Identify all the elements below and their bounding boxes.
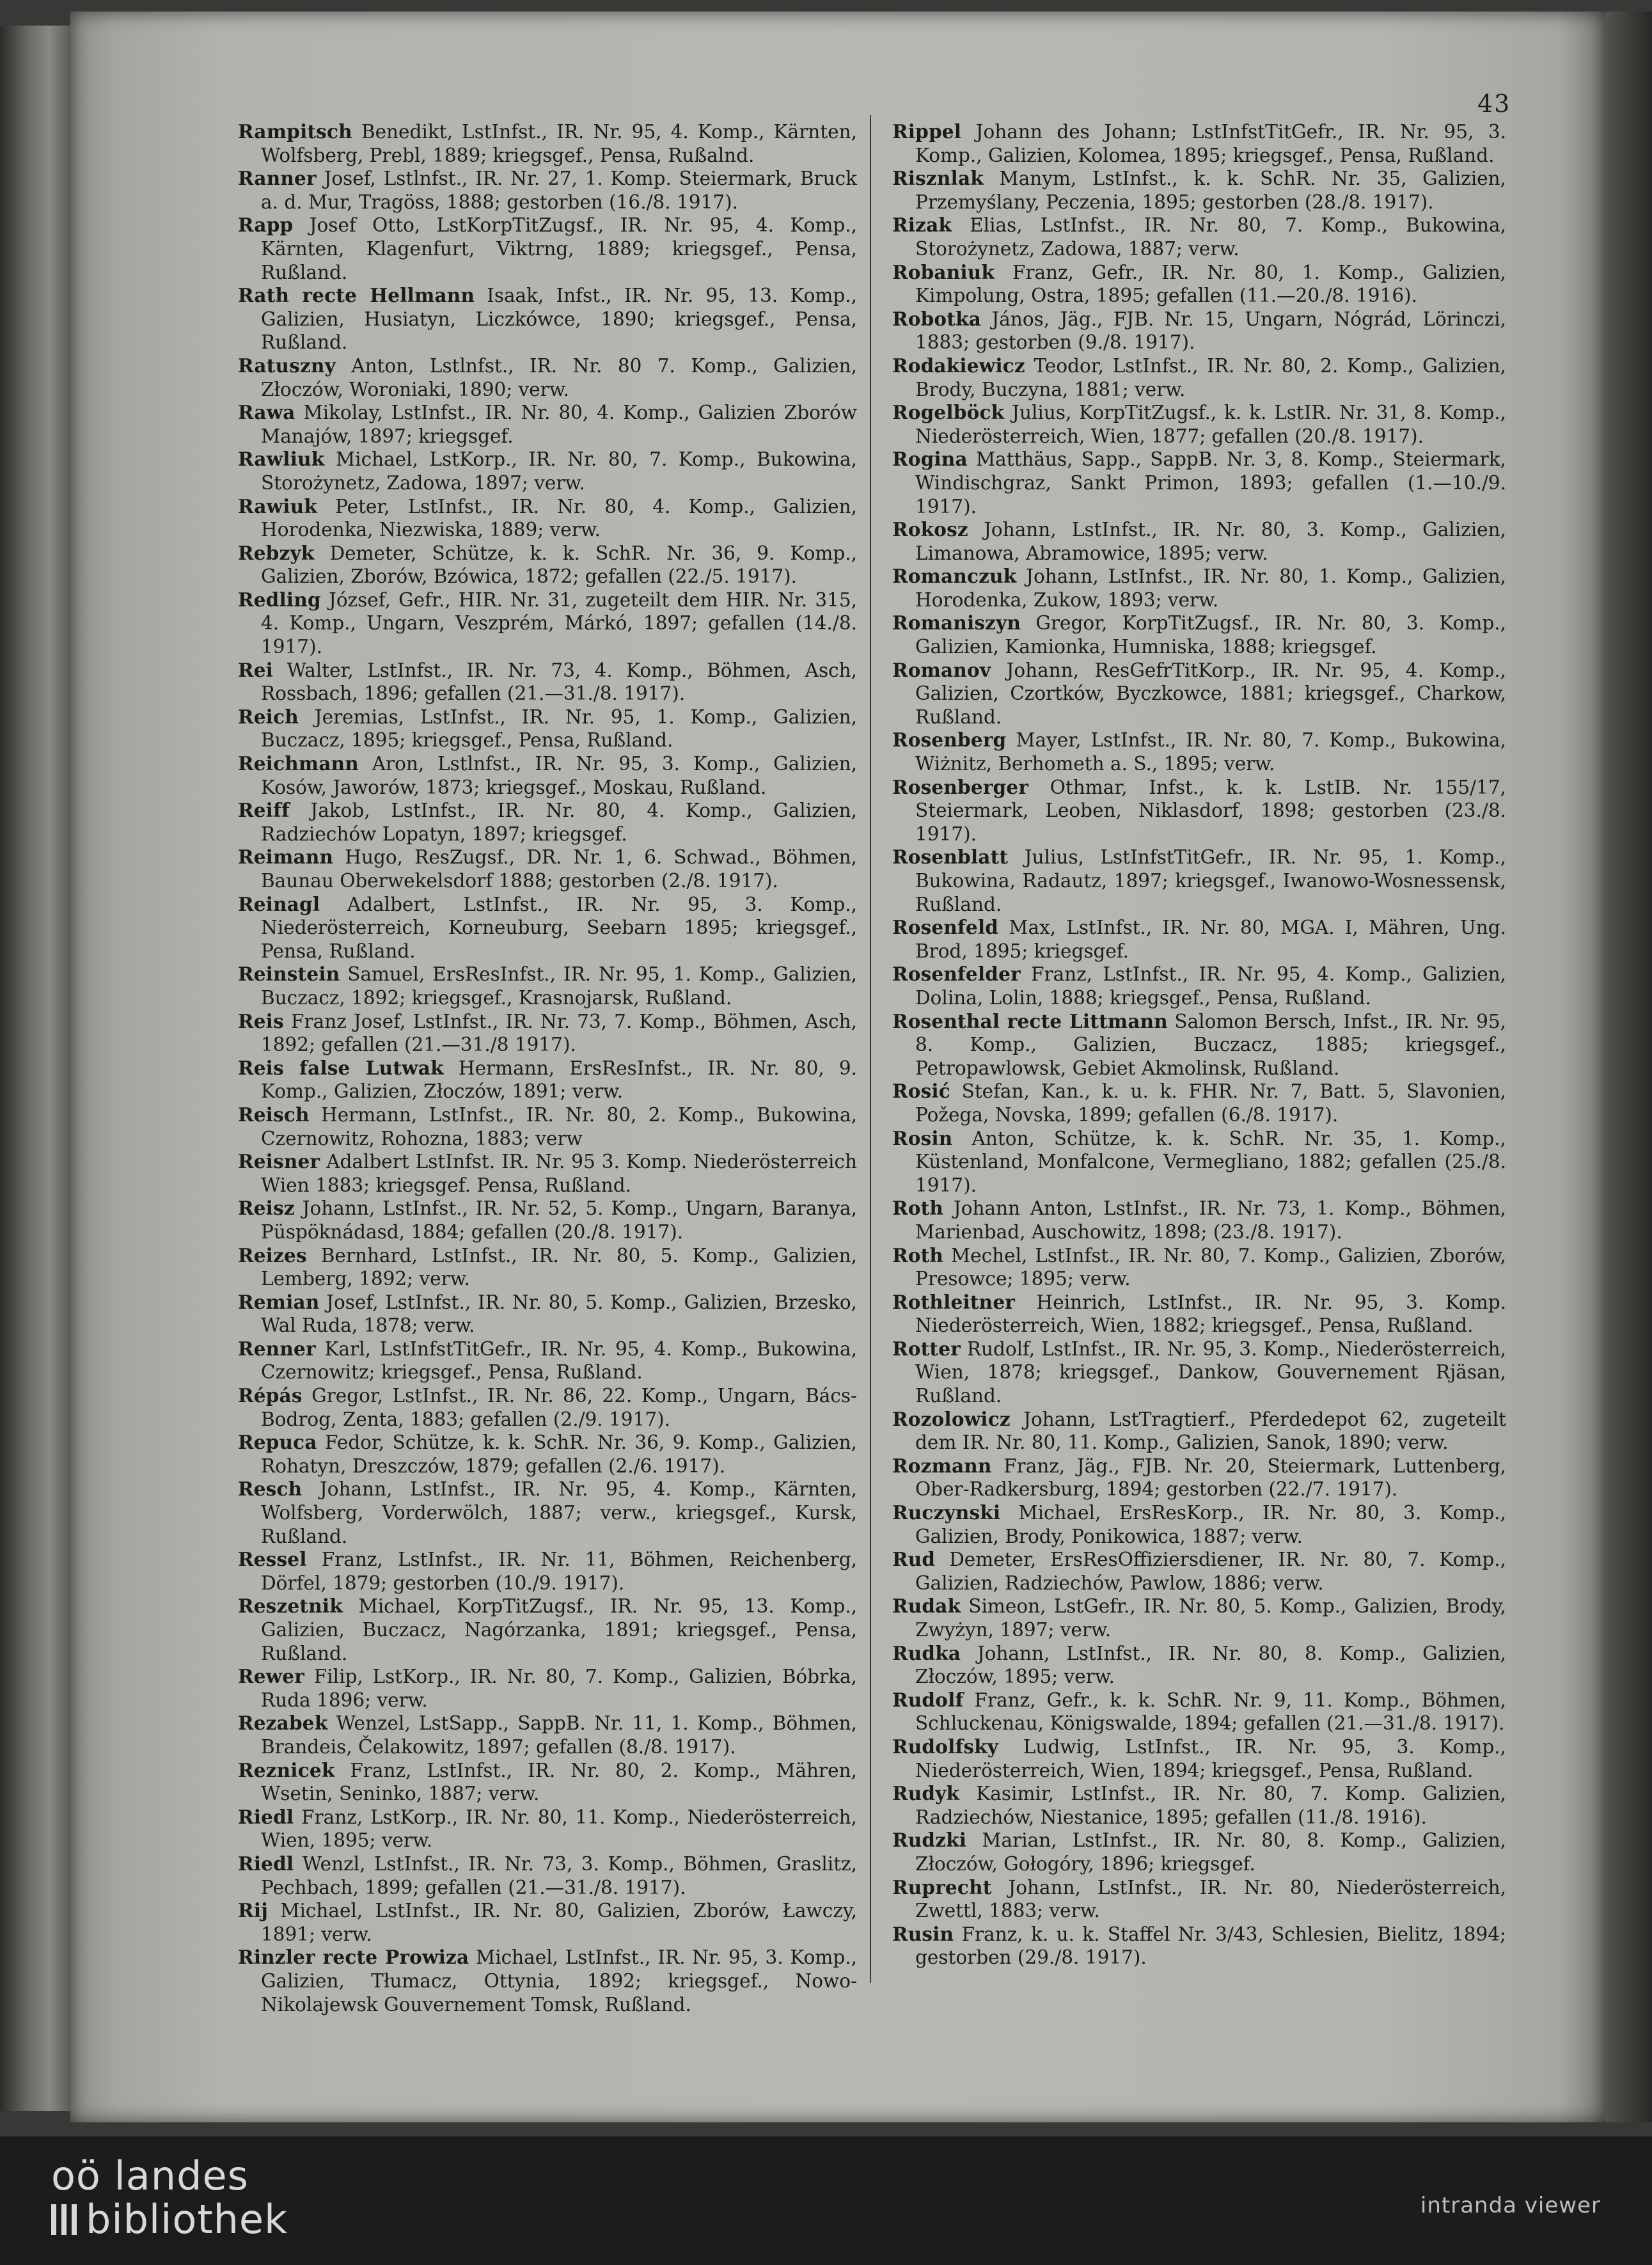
entry-surname: Robotka <box>892 307 982 330</box>
entry-surname: Reisz <box>238 1197 295 1220</box>
entry-details: Karl, LstInfstTitGefr., IR. Nr. 95, 4. Komp., Bukowina, Czernowitz; kriegsgef., Pensa, Rußland. <box>261 1338 857 1384</box>
entry-details: Johann, LstTragtierf., Pferdedepot 62, zugeteilt dem IR. Nr. 80, 11. Komp., Galizien, Sanok, 1890; verw. <box>915 1408 1506 1454</box>
entry-surname: Rawa <box>238 401 295 424</box>
register-entry <box>238 1338 857 1384</box>
entry-details: Mikolay, LstInfst., IR. Nr. 80, 4. Komp., Galizien Zborów Manajów, 1897; kriegsgef. <box>261 402 857 447</box>
register-entry <box>892 120 1506 167</box>
entry-details: Anton, Lstlnfst., IR. Nr. 80 7. Komp., Galizien, Złoczów, Woroniaki, 1890; verw. <box>261 354 857 400</box>
entry-details: Johann, LstInfst., IR. Nr. 80, 8. Komp., Galizien, Złoczów, 1895; verw. <box>915 1642 1506 1688</box>
register-entry <box>892 401 1506 448</box>
entry-surname: Rapp <box>238 214 294 237</box>
entry-details: Franz, k. u. k. Staffel Nr. 3/43, Schlesien, Bielitz, 1894; gestorben (29./8. 1917). <box>915 1923 1506 1969</box>
register-entry <box>238 1759 857 1806</box>
entry-details: Mayer, LstInfst., IR. Nr. 80, 7. Komp., Bukowina, Wiżnitz, Berhometh a. S., 1895; verw. <box>915 729 1506 775</box>
entry-details: Mechel, LstInfst., IR. Nr. 80, 7. Komp., Galizien, Zborów, Presowce; 1895; verw. <box>915 1244 1506 1290</box>
entry-details: Max, LstInfst., IR. Nr. 80, MGA. I, Mähren, Ung. Brod, 1895; kriegsgef. <box>915 917 1506 962</box>
entry-details: Johann, LstInfst., IR. Nr. 80, 1. Komp., Galizien, Horodenka, Zukow, 1893; verw. <box>915 565 1506 611</box>
entry-details: Anton, Schütze, k. k. SchR. Nr. 35, 1. Komp., Küstenland, Monfalcone, Vermegliano, 1882; gefallen (25./8. 1917). <box>915 1127 1506 1196</box>
entry-details: Kasimir, LstInfst., IR. Nr. 80, 7. Komp. Galizien, Radziechów, Niestanice, 1895; gefallen (11./8. 1916). <box>915 1783 1506 1828</box>
entry-surname: Remian <box>238 1290 320 1313</box>
entry-details: Rudolf, LstInfst., IR. Nr. 95, 3. Komp., Niederösterreich, Wien, 1878; kriegsgef., Dankow, Gouvernement Rjäsan, Rußland. <box>915 1338 1506 1407</box>
entry-surname: Roth <box>892 1197 944 1220</box>
entry-surname: Reinstein <box>238 963 340 986</box>
entry-surname: Reis false Lutwak <box>238 1056 444 1079</box>
register-entry <box>892 565 1506 612</box>
entry-surname: Reszetnik <box>238 1595 343 1618</box>
entry-details: Johann, LstInfst., IR. Nr. 80, Niederösterreich, Zwettl, 1883; verw. <box>915 1876 1506 1922</box>
register-entry <box>238 1010 857 1057</box>
entry-surname: Rampitsch <box>238 120 352 143</box>
entry-details: Josef, LstInfst., IR. Nr. 80, 5. Komp., Galizien, Brzesko, Wal Ruda, 1878; verw. <box>261 1291 857 1337</box>
register-entry <box>238 1712 857 1758</box>
register-entry <box>238 448 857 494</box>
entry-details: Johann, LstInfst., IR. Nr. 95, 4. Komp., Kärnten, Wolfsberg, Vorderwölch, 1887; verw., kriegsgef., Kursk, Rußland. <box>261 1478 857 1547</box>
right-column <box>892 120 1506 1969</box>
page-number: 43 <box>1477 90 1511 118</box>
entry-details: Marian, LstInfst., IR. Nr. 80, 8. Komp., Galizien, Złoczów, Gołogóry, 1896; kriegsgef. <box>915 1829 1506 1875</box>
entry-surname: Rosić <box>892 1080 950 1103</box>
entry-details: Johann des Johann; LstInfstTitGefr., IR. Nr. 95, 3. Komp., Galizien, Kolomea, 1895; kriegsgef., Pensa, Rußland. <box>915 121 1506 166</box>
entry-details: Othmar, Infst., k. k. LstIB. Nr. 155/17, Steiermark, Leoben, Niklasdorf, 1898; gestorben (23./8. 1917). <box>915 776 1506 845</box>
register-entry <box>892 1923 1506 1969</box>
entry-details: Adalbert LstInfst. IR. Nr. 95 3. Komp. Niederösterreich Wien 1883; kriegsgef. Pensa, Rußland. <box>261 1151 857 1196</box>
entry-details: Franz, Jäg., FJB. Nr. 20, Steiermark, Luttenberg, Ober-Radkersburg, 1894; gestorben (22./7. 1917). <box>915 1455 1506 1501</box>
entry-details: Franz, LstInfst., IR. Nr. 80, 2. Komp., Mähren, Wsetin, Seninko, 1887; verw. <box>261 1759 857 1805</box>
register-entry <box>892 1548 1506 1595</box>
entry-details: Filip, LstKorp., IR. Nr. 80, 7. Komp., Galizien, Bóbrka, Ruda 1896; verw. <box>261 1666 857 1711</box>
entry-details: Johann, LstInfst., IR. Nr. 80, 3. Komp., Galizien, Limanowa, Abramowice, 1895; verw. <box>915 519 1506 564</box>
entry-details: Adalbert, LstInfst., IR. Nr. 95, 3. Komp., Niederösterreich, Korneuburg, Seebarn 1895; kriegsgef., Pensa, Rußland. <box>261 893 857 962</box>
entry-surname: Rud <box>892 1548 936 1571</box>
entry-surname: Repuca <box>238 1431 317 1454</box>
entry-surname: Rei <box>238 658 274 681</box>
entry-surname: Risznlak <box>892 167 984 190</box>
entry-details: Michael, LstInfst., IR. Nr. 80, Galizien, Zborów, Ławczy, 1891; verw. <box>261 1900 857 1945</box>
entry-details: Benedikt, LstInfst., IR. Nr. 95, 4. Komp., Kärnten, Wolfsberg, Prebl, 1889; kriegsgef., Pensa, Rußalnd. <box>261 121 857 166</box>
entry-details: Julius, KorpTitZugsf., k. k. LstIR. Nr. 31, 8. Komp., Niederösterreich, Wien, 1877; gefallen (20./8. 1917). <box>915 402 1506 447</box>
entry-surname: Rosenberger <box>892 775 1029 798</box>
entry-details: Heinrich, LstInfst., IR. Nr. 95, 3. Komp. Niederösterreich, Wien, 1882; kriegsgef., Pensa, Rußland. <box>915 1291 1506 1337</box>
entry-surname: Reichmann <box>238 752 359 775</box>
register-entry <box>892 1455 1506 1501</box>
entry-surname: Rozolowicz <box>892 1407 1011 1430</box>
register-entry <box>238 799 857 846</box>
register-entry <box>892 729 1506 775</box>
logo-bars-icon <box>51 2204 77 2235</box>
entry-details: Jeremias, LstInfst., IR. Nr. 95, 1. Komp., Galizien, Buczacz, 1895; kriegsgef., Pensa, Rußland. <box>261 706 857 752</box>
logo-text-line2-wrap <box>51 2198 288 2241</box>
register-entry <box>238 542 857 588</box>
register-entry <box>892 776 1506 846</box>
entry-surname: Reich <box>238 705 299 728</box>
register-entry <box>238 401 857 448</box>
entry-details: József, Gefr., HIR. Nr. 31, zugeteilt dem HIR. Nr. 315, 4. Komp., Ungarn, Veszprém, Márkó, 1897; gefallen (14./8. 1917). <box>261 588 857 658</box>
entry-surname: Robaniuk <box>892 260 995 283</box>
register-entry <box>892 1782 1506 1829</box>
register-entry <box>238 214 857 284</box>
entry-surname: Romanov <box>892 658 991 681</box>
entry-surname: Ruczynski <box>892 1501 1001 1524</box>
entry-details: Josef, Lstlnfst., IR. Nr. 27, 1. Komp. Steiermark, Bruck a. d. Mur, Tragöss, 1888; gestorben (16./8. 1917). <box>261 168 857 213</box>
entry-surname: Rudak <box>892 1595 961 1618</box>
register-entry <box>238 1478 857 1548</box>
register-entry <box>892 354 1506 401</box>
left-column <box>238 120 857 2016</box>
entry-details: Gregor, KorpTitZugsf., IR. Nr. 80, 3. Komp., Galizien, Kamionka, Humniska, 1888; kriegsgef. <box>915 612 1506 658</box>
entry-details: Franz Josef, LstInfst., IR. Nr. 73, 7. Komp., Böhmen, Asch, 1892; gefallen (21.—31./8 1917). <box>261 1010 857 1056</box>
entry-surname: Rozmann <box>892 1454 992 1477</box>
register-entry <box>238 1431 857 1478</box>
register-entry <box>238 1665 857 1712</box>
column-divider <box>870 115 871 1983</box>
entry-details: Hermann, ErsResInfst., IR. Nr. 80, 9. Komp., Galizien, Złoczów, 1891; verw. <box>261 1057 857 1103</box>
entry-details: Jakob, LstInfst., IR. Nr. 80, 4. Komp., Galizien, Radziechów Lopatyn, 1897; kriegsgef. <box>261 800 857 845</box>
entry-surname: Rosenblatt <box>892 846 1009 869</box>
entry-surname: Rokosz <box>892 518 968 541</box>
register-entry <box>238 659 857 706</box>
entry-surname: Rodakiewicz <box>892 354 1025 377</box>
entry-surname: Rewer <box>238 1665 304 1688</box>
register-entry <box>892 1689 1506 1735</box>
entry-surname: Rij <box>238 1899 268 1922</box>
entry-surname: Rizak <box>892 214 952 237</box>
entry-surname: Rezabek <box>238 1712 328 1735</box>
register-entry <box>238 120 857 167</box>
register-entry <box>892 659 1506 729</box>
register-entry <box>238 1244 857 1291</box>
entry-surname: Ressel <box>238 1548 307 1571</box>
entry-details: Franz, LstInfst., IR. Nr. 95, 4. Komp., Galizien, Dolina, Lolin, 1888; kriegsgef., Pensa, Rußland. <box>915 963 1506 1009</box>
entry-details: Peter, LstInfst., IR. Nr. 80, 4. Komp., Galizien, Horodenka, Niezwiska, 1889; verw. <box>261 495 857 541</box>
viewer-brand[interactable]: intranda viewer <box>1420 2193 1601 2218</box>
register-entry <box>238 1150 857 1197</box>
register-entry <box>892 261 1506 308</box>
entry-details: Simeon, LstGefr., IR. Nr. 80, 5. Komp., Galizien, Brody, Zwyżyn, 1897; verw. <box>915 1595 1506 1641</box>
register-entry <box>892 167 1506 214</box>
entry-surname: Répás <box>238 1384 303 1407</box>
entry-surname: Rosin <box>892 1126 953 1149</box>
register-entry <box>238 963 857 1009</box>
entry-surname: Rudka <box>892 1641 961 1664</box>
register-entry <box>892 1291 1506 1338</box>
register-entry <box>892 963 1506 1009</box>
logo-text-line2: bibliothek <box>86 2196 288 2243</box>
register-entry <box>238 1946 857 2016</box>
register-entry <box>238 1384 857 1431</box>
entry-details: Salomon Bersch, Infst., IR. Nr. 95, 8. Komp., Galizien, Buczacz, 1885; kriegsgef., Petropawlowsk, Gebiet Akmolinsk, Rußland. <box>915 1010 1506 1079</box>
register-entry <box>238 1197 857 1243</box>
entry-surname: Renner <box>238 1337 316 1360</box>
register-entry <box>238 752 857 799</box>
entry-details: Johann, ResGefrTitKorp., IR. Nr. 95, 4. Komp., Galizien, Czortków, Byczkowce, 1881; kriegsgef., Charkow, Rußland. <box>915 659 1506 728</box>
entry-details: Michael, LstInfst., IR. Nr. 95, 3. Komp., Galizien, Tłumacz, Ottynia, 1892; kriegsgef., Nowo-Nikolajewsk Gouvernement Tomsk, Rußland. <box>261 1946 857 2016</box>
logo-text-line1: oö landes <box>51 2152 249 2199</box>
entry-surname: Rudolf <box>892 1688 964 1711</box>
entry-surname: Reisner <box>238 1150 320 1173</box>
entry-surname: Rath recte Hellmann <box>238 284 475 307</box>
register-entry <box>892 846 1506 916</box>
entry-details: Hermann, LstInfst., IR. Nr. 80, 2. Komp., Bukowina, Czernowitz, Rohozna, 1883; verw <box>261 1103 857 1149</box>
entry-details: Wenzl, LstInfst., IR. Nr. 73, 3. Komp., Böhmen, Graslitz, Pechbach, 1899; gefallen (21.—31./8. 1917). <box>261 1852 857 1898</box>
register-entry <box>892 1642 1506 1689</box>
register-entry <box>892 1338 1506 1408</box>
register-entry <box>892 448 1506 518</box>
entry-surname: Ratuszny <box>238 354 336 377</box>
entry-details: Johann, LstInfst., IR. Nr. 52, 5. Komp., Ungarn, Baranya, Püspöknádasd, 1884; gefallen (20./8. 1917). <box>261 1197 857 1243</box>
register-entry <box>238 1899 857 1946</box>
register-entry <box>892 214 1506 260</box>
register-entry <box>892 518 1506 565</box>
entry-details: Elias, LstInfst., IR. Nr. 80, 7. Komp., Bukowina, Storożynetz, Zadowa, 1887; verw. <box>915 214 1506 260</box>
register-entry <box>238 893 857 963</box>
entry-surname: Roth <box>892 1243 944 1267</box>
register-entry <box>238 495 857 542</box>
entry-surname: Romaniszyn <box>892 612 1021 635</box>
entry-details: Franz, Gefr., IR. Nr. 80, 1. Komp., Galizien, Kimpolung, Ostra, 1895; gefallen (11.—20./8. 1916). <box>915 261 1506 307</box>
register-entry <box>238 1291 857 1338</box>
entry-surname: Reis <box>238 1009 284 1032</box>
entry-surname: Resch <box>238 1478 303 1501</box>
register-entry <box>238 1595 857 1665</box>
entry-surname: Riedl <box>238 1805 294 1828</box>
register-entry <box>892 612 1506 658</box>
register-entry <box>238 846 857 892</box>
entry-details: Stefan, Kan., k. u. k. FHR. Nr. 7, Batt. 5, Slavonien, Požega, Novska, 1899; gefallen (6./8. 1917). <box>915 1080 1506 1126</box>
entry-surname: Reznicek <box>238 1758 335 1781</box>
entry-details: Hugo, ResZugsf., DR. Nr. 1, 6. Schwad., Böhmen, Baunau Oberwekelsdorf 1888; gestorben (2./8. 1917). <box>261 846 857 892</box>
entry-surname: Rawiuk <box>238 494 317 517</box>
entry-surname: Reiff <box>238 799 290 822</box>
entry-details: Franz, LstKorp., IR. Nr. 80, 11. Komp., Niederösterreich, Wien, 1895; verw. <box>261 1806 857 1852</box>
register-entry <box>892 1080 1506 1126</box>
entry-surname: Reizes <box>238 1243 307 1267</box>
entry-surname: Rosenberg <box>892 729 1007 752</box>
register-entry <box>892 916 1506 963</box>
entry-surname: Rebzyk <box>238 541 315 564</box>
register-entry <box>892 1408 1506 1455</box>
entry-details: Bernhard, LstInfst., IR. Nr. 80, 5. Komp., Galizien, Lemberg, 1892; verw. <box>261 1244 857 1290</box>
register-entry <box>238 1806 857 1852</box>
entry-details: Josef Otto, LstKorpTitZugsf., IR. Nr. 95, 4. Komp., Kärnten, Klagenfurt, Viktrng, 1889; kriegsgef., Pensa, Rußland. <box>261 214 857 283</box>
entry-surname: Rogelböck <box>892 401 1005 424</box>
register-entry <box>238 1057 857 1103</box>
entry-details: Teodor, LstInfst., IR. Nr. 80, 2. Komp., Galizien, Brody, Buczyna, 1881; verw. <box>915 354 1506 400</box>
entry-surname: Reinagl <box>238 892 320 915</box>
entry-surname: Reimann <box>238 846 334 869</box>
entry-surname: Rudyk <box>892 1782 960 1805</box>
register-entry <box>238 354 857 401</box>
entry-details: Fedor, Schütze, k. k. SchR. Nr. 36, 9. Komp., Galizien, Rohatyn, Dreszczów, 1879; gefallen (2./6. 1917). <box>261 1432 857 1477</box>
entry-details: Franz, Gefr., k. k. SchR. Nr. 9, 11. Komp., Böhmen, Schluckenau, Königswalde, 1894; gefallen (21.—31./8. 1917). <box>915 1689 1506 1735</box>
register-entry <box>238 167 857 214</box>
entry-surname: Rinzler recte Prowiza <box>238 1946 469 1969</box>
register-entry <box>238 706 857 752</box>
entry-details: Franz, LstInfst., IR. Nr. 11, Böhmen, Reichenberg, Dörfel, 1879; gestorben (10./9. 1917). <box>261 1549 857 1594</box>
register-entry <box>892 1197 1506 1243</box>
entry-details: Michael, LstKorp., IR. Nr. 80, 7. Komp., Bukowina, Storożynetz, Zadowa, 1897; verw. <box>261 448 857 494</box>
page-edge <box>1605 12 1652 2122</box>
entry-details: Demeter, ErsResOffiziersdiener, IR. Nr. 80, 7. Komp., Galizien, Radziechów, Pawlow, 1886; verw. <box>915 1549 1506 1594</box>
entry-surname: Ruprecht <box>892 1875 992 1898</box>
entry-surname: Rawliuk <box>238 448 325 471</box>
register-entry <box>892 1127 1506 1197</box>
entry-surname: Ranner <box>238 167 317 190</box>
register-entry <box>892 1829 1506 1875</box>
entry-surname: Redling <box>238 588 321 611</box>
entry-details: Michael, ErsResKorp., IR. Nr. 80, 3. Komp., Galizien, Brody, Ponikowica, 1887; verw. <box>915 1502 1506 1547</box>
register-entry <box>238 1852 857 1899</box>
register-entry <box>238 284 857 354</box>
entry-surname: Rogina <box>892 448 968 471</box>
register-entry <box>892 1595 1506 1641</box>
register-entry <box>892 1010 1506 1080</box>
entry-surname: Rotter <box>892 1337 961 1360</box>
entry-surname: Riedl <box>238 1852 294 1875</box>
entry-details: Aron, Lstlnfst., IR. Nr. 95, 3. Komp., Galizien, Kosów, Jaworów, 1873; kriegsgef., Moskau, Rußland. <box>261 753 857 798</box>
entry-details: Samuel, ErsResInfst., IR. Nr. 95, 1. Komp., Galizien, Buczacz, 1892; kriegsgef., Krasnojarsk, Rußland. <box>261 963 857 1009</box>
entry-surname: Reisch <box>238 1103 310 1126</box>
register-entry <box>238 588 857 659</box>
entry-surname: Rusin <box>892 1922 954 1945</box>
entry-details: Wenzel, LstSapp., SappB. Nr. 11, 1. Komp., Böhmen, Brandeis, Čelakowitz, 1897; gefallen (8./8. 1917). <box>261 1712 857 1758</box>
entry-surname: Rosenfeld <box>892 916 999 939</box>
entry-details: Demeter, Schütze, k. k. SchR. Nr. 36, 9. Komp., Galizien, Zborów, Bzówica, 1872; gefallen (22./5. 1917). <box>261 542 857 588</box>
entry-details: Isaak, Infst., IR. Nr. 95, 13. Komp., Galizien, Husiatyn, Liczkówce, 1890; kriegsgef., Pensa, Rußland. <box>261 285 857 354</box>
register-entry <box>892 1244 1506 1291</box>
entry-details: Walter, LstInfst., IR. Nr. 73, 4. Komp., Böhmen, Asch, Rossbach, 1896; gefallen (21.—31./8. 1917). <box>261 659 857 705</box>
entry-surname: Rosenthal recte Littmann <box>892 1009 1168 1032</box>
register-entry <box>892 1501 1506 1548</box>
entry-details: Matthäus, Sapp., SappB. Nr. 3, 8. Komp., Steiermark, Windischgraz, Sankt Primon, 1893; gefallen (1.—10./9. 1917). <box>915 448 1506 517</box>
entry-surname: Rudzki <box>892 1829 967 1852</box>
entry-details: Michael, KorpTitZugsf., IR. Nr. 95, 13. Komp., Galizien, Buczacz, Nagórzanka, 1891; kriegsgef., Pensa, Rußland. <box>261 1595 857 1664</box>
register-entry <box>238 1103 857 1150</box>
entry-details: Manym, LstInfst., k. k. SchR. Nr. 35, Galizien, Przemyślany, Peczenia, 1895; gestorben (28./8. 1917). <box>915 168 1506 213</box>
entry-surname: Rothleitner <box>892 1290 1016 1313</box>
entry-details: János, Jäg., FJB. Nr. 15, Ungarn, Nógrád, Lörinczi, 1883; gestorben (9./8. 1917). <box>915 308 1506 354</box>
register-entry <box>892 1876 1506 1923</box>
register-entry <box>238 1548 857 1595</box>
register-entry <box>892 308 1506 354</box>
entry-surname: Rudolfsky <box>892 1735 999 1758</box>
entry-details: Ludwig, LstInfst., IR. Nr. 95, 3. Komp., Niederösterreich, Wien, 1894; kriegsgef., Pensa, Rußland. <box>915 1735 1506 1781</box>
book-spine <box>0 26 70 2111</box>
entry-details: Gregor, LstInfst., IR. Nr. 86, 22. Komp., Ungarn, Bács-Bodrog, Zenta, 1883; gefallen (2./9. 1917). <box>261 1385 857 1430</box>
entry-surname: Rippel <box>892 120 962 143</box>
entry-surname: Rosenfelder <box>892 963 1021 986</box>
entry-details: Julius, LstInfstTitGefr., IR. Nr. 95, 1. Komp., Bukowina, Radautz, 1897; kriegsgef., Iwanowo-Wosnessensk, Rußland. <box>915 846 1506 915</box>
register-entry <box>892 1735 1506 1782</box>
entry-surname: Romanczuk <box>892 565 1017 588</box>
entry-details: Johann Anton, LstInfst., IR. Nr. 73, 1. Komp., Böhmen, Marienbad, Auschowitz, 1898; (23./8. 1917). <box>915 1197 1506 1243</box>
library-logo[interactable] <box>51 2154 288 2241</box>
